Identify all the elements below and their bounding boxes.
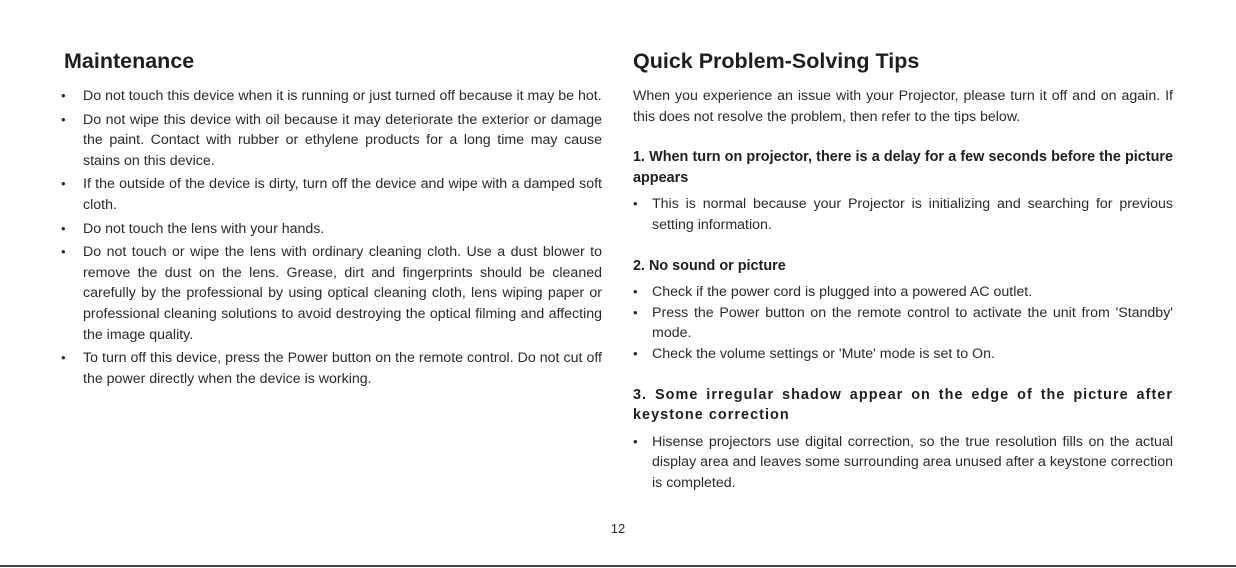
page-number: 12	[610, 521, 626, 536]
tips-column	[633, 46, 1173, 494]
list-item	[61, 110, 602, 172]
list-item-text: If the outside of the device is dirty, turn off the device and wipe with a damped soft cloth.	[83, 176, 602, 213]
bullet-icon: •	[61, 88, 66, 103]
list-item-text: To turn off this device, press the Power button on the remote control. Do not cut off the power directly when the device is working.	[83, 350, 602, 387]
tip-section-1	[633, 147, 1173, 235]
tip-heading-1: 1. When turn on projector, there is a delay for a few seconds before the picture appears	[633, 149, 1173, 186]
bullet-icon: •	[61, 350, 66, 366]
list-item	[61, 219, 602, 240]
tip-heading-2: 2. No sound or picture	[633, 257, 786, 274]
maintenance-column	[61, 46, 602, 392]
tip-list-2	[633, 282, 1173, 364]
list-item	[61, 242, 602, 345]
list-item-text: This is normal because your Projector is initializing and searching for previous setting information.	[652, 196, 1173, 233]
tip-heading-3: 3. Some irregular shadow appear on the edge of the picture after keystone correction	[633, 386, 1173, 424]
bottom-rule	[0, 565, 1236, 567]
bullet-icon: •	[633, 433, 638, 449]
list-item-text: Do not touch the lens with your hands.	[83, 220, 325, 237]
list-item-text: Hisense projectors use digital correction, so the true resolution fills on the actual display area and leaves some surrounding area unused after a keystone correction is completed.	[652, 433, 1173, 491]
tip-list-3	[633, 432, 1173, 494]
list-item-text: Check if the power cord is plugged into a powered AC outlet.	[652, 284, 1033, 301]
bullet-icon: •	[633, 304, 638, 320]
maintenance-heading: Maintenance	[64, 49, 195, 73]
list-item-text: Do not touch this device when it is running or just turned off because it may be hot.	[83, 88, 602, 104]
bullet-icon: •	[61, 220, 66, 236]
list-item	[633, 194, 1173, 235]
list-item-text: Press the Power button on the remote control to activate the unit from 'Standby' mode.	[652, 304, 1173, 342]
list-item	[633, 303, 1173, 344]
tips-intro: When you experience an issue with your Projector, please turn it off and on again. If this does not resolve the problem, then refer to the tips below.	[633, 88, 1173, 125]
tip-section-3	[633, 385, 1173, 494]
bullet-icon: •	[61, 111, 66, 127]
bullet-icon: •	[633, 345, 638, 361]
tip-section-2	[633, 256, 1173, 365]
tip-list-1	[633, 194, 1173, 235]
bullet-icon: •	[61, 176, 66, 192]
list-item	[633, 432, 1173, 494]
tips-heading: Quick Problem-Solving Tips	[633, 49, 920, 73]
bullet-icon: •	[633, 196, 638, 212]
bullet-icon: •	[61, 244, 66, 260]
maintenance-list	[61, 86, 602, 389]
list-item	[633, 344, 1173, 365]
list-item	[633, 282, 1173, 303]
list-item-text: Do not wipe this device with oil because it may deteriorate the exterior or damage the paint. Contact with rubber or ethylene products for a long time may cause stains on this device.	[83, 111, 602, 169]
bullet-icon: •	[633, 284, 638, 300]
list-item	[61, 86, 602, 107]
list-item-text: Do not touch or wipe the lens with ordinary cleaning cloth. Use a dust blower to remove the dust on the lens. Grease, dirt and fingerprints should be cleaned carefully by the professional by using optical cleaning cloth, lens wiping paper or professional cleaning solutions to avoid destroying the optical filming and affecting the image quality.	[83, 244, 602, 343]
list-item-text: Check the volume settings or 'Mute' mode is set to On.	[652, 345, 995, 362]
list-item	[61, 348, 602, 389]
list-item	[61, 174, 602, 215]
